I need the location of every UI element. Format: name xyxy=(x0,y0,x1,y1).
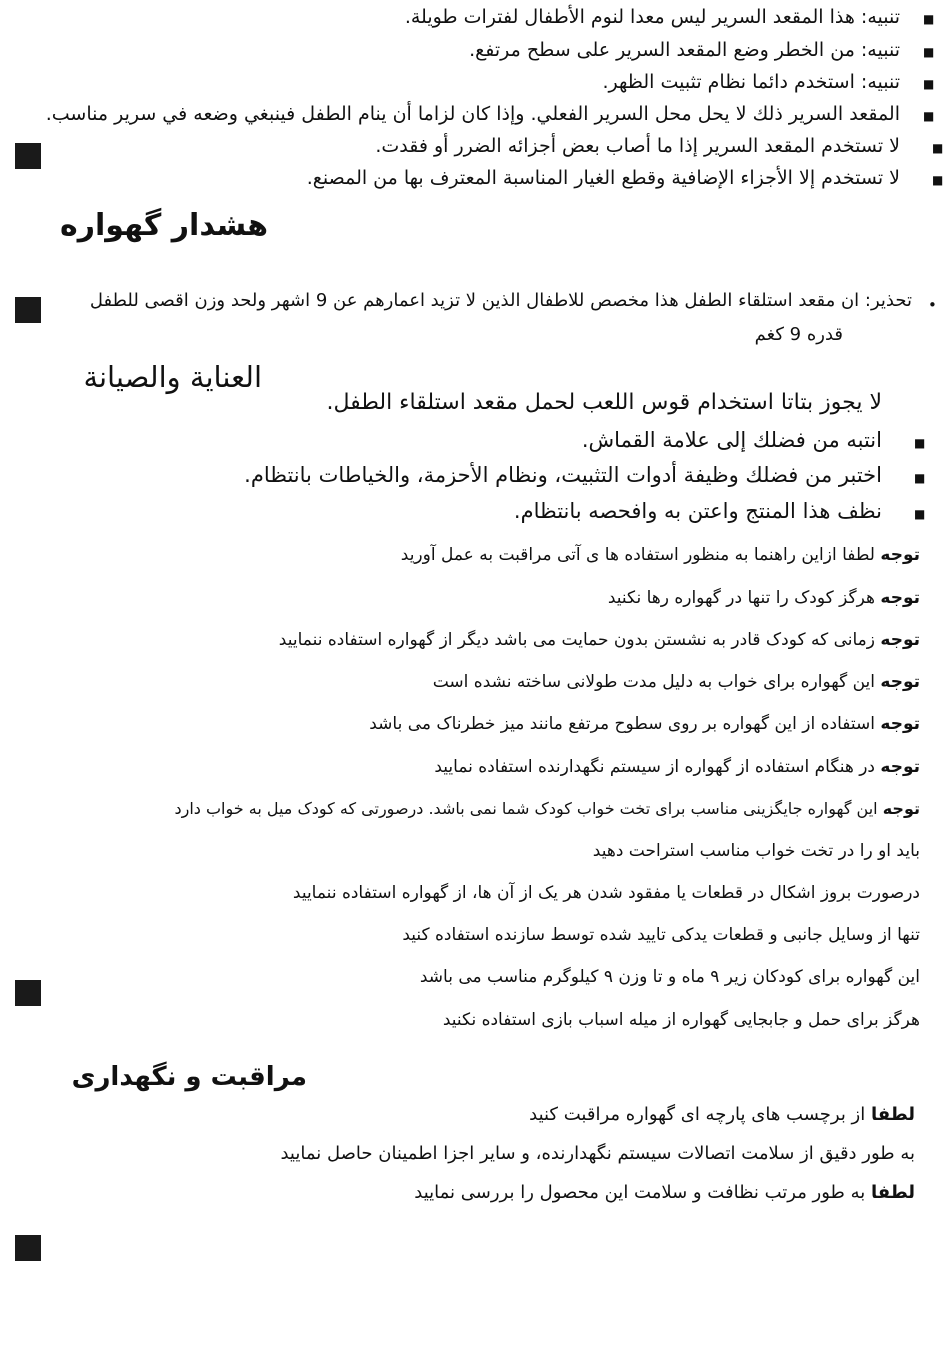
warning-lead: توجه xyxy=(880,545,920,565)
arabic-care-item-1: انتبه من فضلك إلى علامة القماش. xyxy=(581,428,882,452)
persian-warning-9 xyxy=(293,883,920,903)
warning-text: استفاده از این گهواره بر روی سطوح مرتفع مانند میز خطرناک می باشد xyxy=(369,714,875,734)
persian-care-item-1 xyxy=(529,1104,915,1125)
arabic-care-item-3: نظف هذا المنتج واعتن به وافحصه بانتظام. xyxy=(513,499,882,523)
bullet-icon: ■ xyxy=(923,12,935,26)
care-text: به طور دقیق از سلامت اتصالات سیستم نگهدارنده، و سایر اجزا اطمینان حاصل نمایید xyxy=(280,1143,915,1164)
care-text: از برچسب های پارچه ای گهواره مراقبت کنید xyxy=(529,1104,866,1125)
section-marker xyxy=(15,1235,41,1261)
arabic-care-item-2: اختبر من فضلك وظيفة أدوات التثبيت، ونظام الأحزمة، والخياطات بانتظام. xyxy=(244,463,882,487)
bullet-icon: ■ xyxy=(914,436,926,450)
bullet-icon: ■ xyxy=(923,109,935,123)
arabic-warning-3: تنبيه: استخدم دائما نظام تثبيت الظهر. xyxy=(602,71,900,93)
bullet-icon: ■ xyxy=(914,507,926,521)
warning-text: زمانی که کودک قادر به نشستن بدون حمایت می باشد دیگر از گهواره استفاده ننمایید xyxy=(278,630,875,650)
section-marker xyxy=(15,143,41,169)
arabic-caution-line-1: تحذير: ان مقعد استلقاء الطفل هذا مخصص للاطفال الذين لا تزيد اعمارهم عن 9 اشهر ولحد وزن اقصى للطفل xyxy=(89,290,912,311)
persian-care-item-2 xyxy=(280,1143,915,1164)
persian-warning-12 xyxy=(443,1010,920,1030)
arabic-warning-5: لا تستخدم المقعد السرير إذا ما أصاب بعض أجزائه الضرر أو فقدت. xyxy=(375,135,900,157)
care-text: به طور مرتب نظافت و سلامت این محصول را بررسی نمایید xyxy=(414,1182,866,1203)
persian-warning-7 xyxy=(174,799,920,818)
persian-warning-10 xyxy=(402,925,920,945)
warning-text: باید او را در تخت خواب مناسب استراحت دهید xyxy=(592,841,920,861)
warning-lead: توجه xyxy=(880,757,920,777)
warning-lead: توجه xyxy=(880,630,920,650)
persian-warning-6 xyxy=(434,757,920,777)
arabic-warning-4: المقعد السرير ذلك لا يحل محل السرير الفعلي. وإذا كان لزاما أن ينام الطفل فينبغي وضعه في سرير مناسب. xyxy=(45,103,900,125)
bullet-icon: • xyxy=(928,296,937,314)
persian-warning-11 xyxy=(420,967,920,987)
care-lead: لطفا xyxy=(870,1182,915,1203)
persian-care-title: مراقبت و نگهداری xyxy=(71,1062,307,1092)
arabic-warning-2: تنبيه: من الخطر وضع المقعد السرير على سطح مرتفع. xyxy=(469,39,900,61)
warning-text: لطفا ازاین راهنما به منظور استفاده ها ی آتی مراقبت به عمل آورید xyxy=(400,545,875,565)
warning-lead: توجه xyxy=(882,799,920,818)
warning-lead: توجه xyxy=(880,588,920,608)
arabic-care-intro: لا يجوز بتاتا استخدام قوس اللعب لحمل مقعد استلقاء الطفل. xyxy=(326,390,882,415)
persian-warning-4 xyxy=(433,672,920,692)
bullet-icon: ■ xyxy=(923,77,935,91)
persian-warning-5 xyxy=(369,714,920,734)
arabic-warning-6: لا تستخدم إلا الأجزاء الإضافية وقطع الغيار المناسبة المعترف بها من المصنع. xyxy=(306,167,900,189)
persian-warning-2 xyxy=(608,588,920,608)
care-lead: لطفا xyxy=(870,1104,915,1125)
persian-warning-1 xyxy=(401,545,920,565)
persian-warning-title: هشدار گهواره xyxy=(60,208,268,243)
warning-text: هرگز کودک را تنها در گهواره رها نکنید xyxy=(607,588,875,608)
arabic-caution-line-2: قدره 9 كغم xyxy=(754,324,843,345)
warning-text: این گهواره برای خواب به دلیل مدت طولانی ساخته نشده است xyxy=(432,672,875,692)
bullet-icon: ■ xyxy=(932,141,944,155)
bullet-icon: ■ xyxy=(914,471,926,485)
warning-lead: توجه xyxy=(880,714,920,734)
bullet-icon: ■ xyxy=(932,173,944,187)
warning-text: در هنگام استفاده از گهواره از سیستم نگهدارنده استفاده نمایید xyxy=(434,757,875,777)
warning-text: درصورت بروز اشکال در قطعات یا مفقود شدن هر یک از آن ها، از گهواره استفاده ننمایید xyxy=(292,883,920,903)
bullet-icon: ■ xyxy=(923,45,935,59)
warning-text: تنها از وسایل جانبی و قطعات یدکی تایید شده توسط سازنده استفاده کنید xyxy=(402,925,920,945)
persian-warning-8 xyxy=(593,841,920,861)
warning-lead: توجه xyxy=(880,672,920,692)
arabic-warning-1: تنبيه: هذا المقعد السرير ليس معدا لنوم الأطفال لفترات طويلة. xyxy=(404,6,900,28)
warning-text: هرگز برای حمل و جابجایی گهواره از میله اسباب بازی استفاده نکنید xyxy=(442,1010,920,1030)
arabic-care-title: العناية والصيانة xyxy=(83,360,262,394)
warning-text: این گهواره برای کودکان زیر ۹ ماه و تا وزن ۹ کیلوگرم مناسب می باشد xyxy=(419,967,920,987)
section-marker xyxy=(15,297,41,323)
persian-care-item-3 xyxy=(414,1182,915,1203)
warning-text: این گهواره جایگزینی مناسب برای تخت خواب کودک شما نمی باشد. درصورتی که کودک میل به خواب دارد xyxy=(174,799,878,818)
section-marker xyxy=(15,980,41,1006)
persian-warning-3 xyxy=(279,630,920,650)
